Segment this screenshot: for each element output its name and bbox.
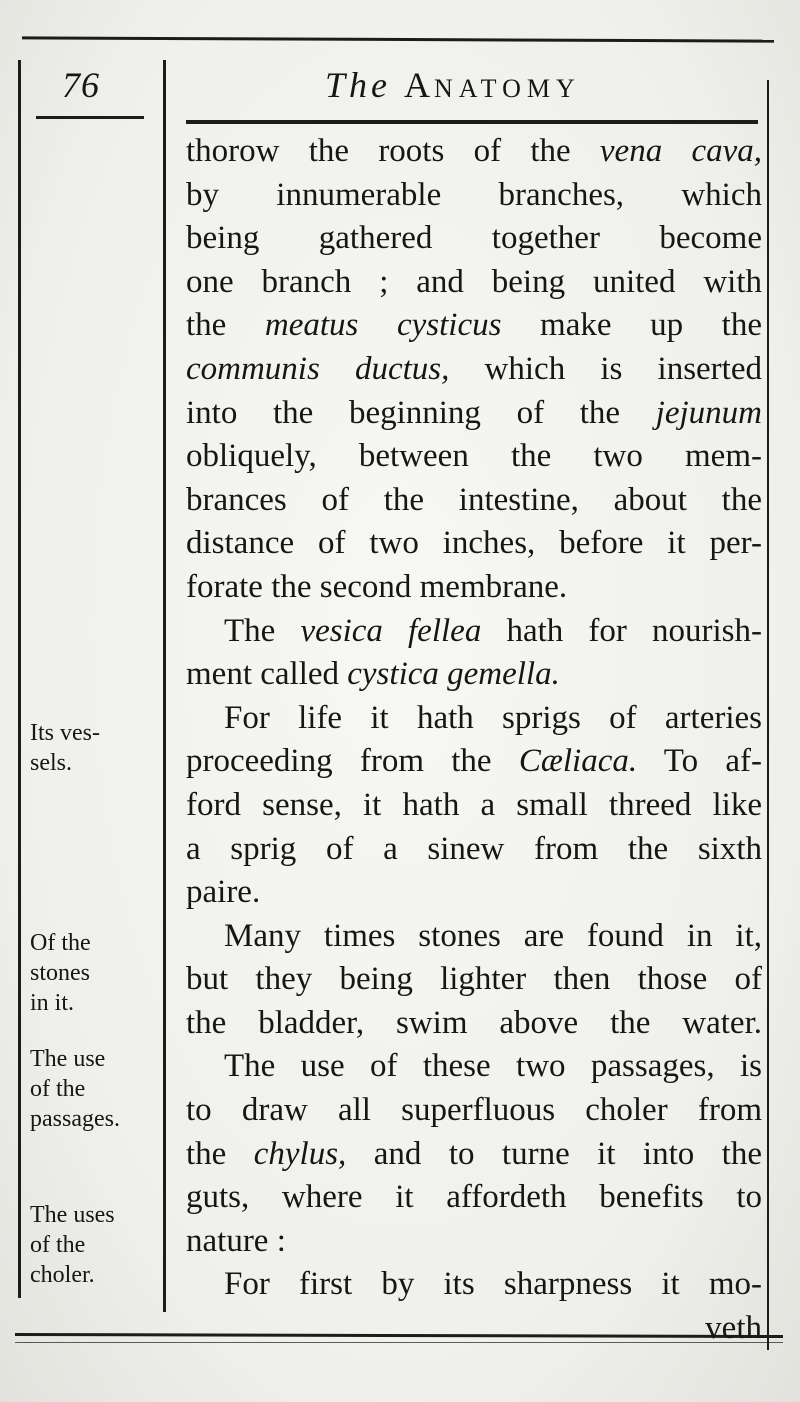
left-border-rule (18, 60, 21, 1298)
catchword: veth (705, 1310, 762, 1347)
running-head: The ANATOMY (325, 65, 581, 105)
text-line: For first by its sharpness it mo- (224, 1266, 762, 1303)
text-line: brances of the intestine, about the (186, 481, 762, 518)
text-line: Many times stones are found in it, (224, 917, 762, 954)
text-line: forate the second membrane. (186, 568, 568, 605)
text-line: into the beginning of the jejunum (186, 394, 762, 431)
margin-divider-rule (163, 60, 166, 1312)
text-line: distance of two inches, before it per- (186, 525, 762, 562)
top-rule (22, 36, 774, 42)
text-line: by innumerable branches, which (186, 176, 762, 213)
text-line: ford sense, it hath a small threed like (186, 786, 762, 823)
text-line: but they being lighter then those of (186, 961, 762, 998)
text-line: The use of these two passages, is (224, 1048, 762, 1085)
margin-note-vessels: Its ves- sels. (30, 720, 100, 776)
right-border-rule (767, 80, 769, 1350)
text-line: a sprig of a sinew from the sixth (186, 830, 762, 867)
text-line: The vesica fellea hath for nourish- (224, 612, 762, 649)
text-line: For life it hath sprigs of arteries (224, 699, 762, 736)
text-line: the meatus cysticus make up the (186, 307, 762, 344)
text-line: obliquely, between the two mem- (186, 438, 762, 475)
text-line: guts, where it affordeth benefits to (186, 1179, 762, 1216)
text-line: the bladder, swim above the water. (186, 1004, 762, 1041)
margin-note-stones: Of the stones in it. (30, 930, 91, 1016)
main-text (186, 130, 762, 1351)
text-line: communis ductus, which is inserted (186, 350, 762, 387)
text-line: ment called cystica gemella. (186, 656, 560, 693)
text-line: one branch ; and being united with (186, 263, 762, 300)
header-underline-right (186, 120, 758, 124)
text-line: being gathered together become (186, 220, 762, 257)
page-number: 76 (62, 65, 100, 105)
margin-note-use-of-passages: The use of the passages. (30, 1046, 120, 1132)
text-line: paire. (186, 874, 261, 911)
text-line: proceeding from the Cæliaca. To af- (186, 743, 763, 780)
text-line: the chylus, and to turne it into the (186, 1135, 762, 1172)
text-line: nature : (186, 1222, 286, 1259)
header-underline-left (36, 116, 144, 119)
text-line: thorow the roots of the vena cava, (186, 133, 763, 169)
text-line: to draw all superfluous choler from (186, 1092, 762, 1129)
margin-note-uses-of-choler: The uses of the choler. (30, 1202, 115, 1288)
